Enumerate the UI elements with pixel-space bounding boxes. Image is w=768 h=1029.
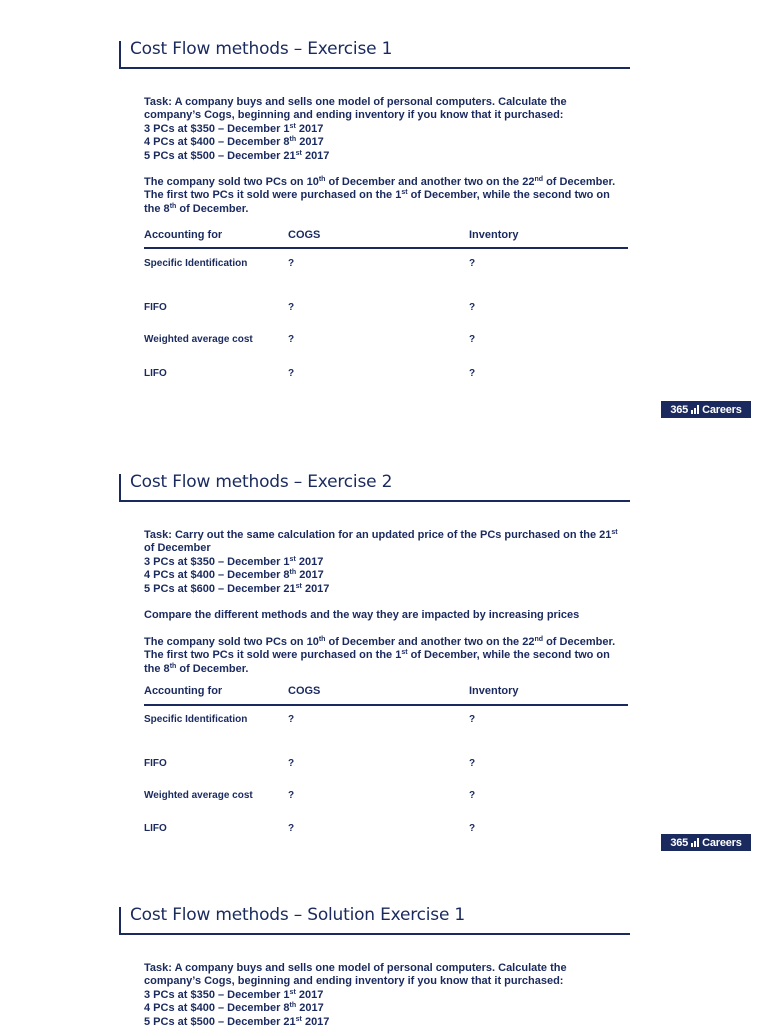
title-frame [119, 41, 630, 69]
text-line: The company sold two PCs on 10th of December and another two on the 22nd of December. [144, 636, 616, 648]
slide-title: Cost Flow methods – Solution Exercise 1 [130, 905, 466, 925]
row-label: Specific Identification [144, 714, 248, 725]
task-text [144, 96, 630, 163]
row-cogs: ? [288, 823, 295, 834]
row-inventory: ? [469, 368, 476, 379]
text-line: The company sold two PCs on 10th of December and another two on the 22nd of December. [144, 176, 616, 188]
text-line: Task: Carry out the same calculation for an updated price of the PCs purchased on the 21st [144, 529, 618, 541]
row-inventory: ? [469, 258, 476, 269]
text-line: 4 PCs at $400 – December 8th 2017 [144, 136, 324, 149]
brand-name: Careers [702, 403, 742, 416]
brand-number: 365 [670, 836, 689, 849]
row-cogs: ? [288, 790, 295, 801]
row-label: LIFO [144, 368, 167, 379]
row-inventory: ? [469, 790, 476, 801]
brand-badge [661, 401, 751, 418]
text-line: the 8th of December. [144, 662, 249, 675]
row-cogs: ? [288, 714, 295, 725]
row-cogs: ? [288, 334, 295, 345]
slide-title: Cost Flow methods – Exercise 1 [130, 39, 393, 59]
row-label: LIFO [144, 823, 167, 834]
text-line: The first two PCs it sold were purchased on the 1st of December, while the second two on [144, 189, 610, 202]
text-line: the 8th of December. [144, 202, 249, 215]
text-line: The first two PCs it sold were purchased on the 1st of December, while the second two on [144, 649, 610, 662]
sold-text [144, 176, 630, 216]
row-inventory: ? [469, 334, 476, 345]
compare-text [144, 609, 630, 622]
text-line: of December [144, 542, 211, 555]
row-cogs: ? [288, 758, 295, 769]
row-label: FIFO [144, 758, 167, 769]
bar-chart-icon [691, 405, 699, 414]
header-rule [144, 704, 628, 706]
text-line: company’s Cogs, beginning and ending inventory if you know that it purchased: [144, 975, 564, 988]
text-line: company’s Cogs, beginning and ending inventory if you know that it purchased: [144, 109, 564, 122]
brand-number: 365 [670, 403, 689, 416]
row-inventory: ? [469, 302, 476, 313]
text-line: 5 PCs at $600 – December 21st 2017 [144, 582, 330, 595]
row-cogs: ? [288, 368, 295, 379]
brand-badge [661, 834, 751, 851]
brand-name: Careers [702, 836, 742, 849]
header-accounting-for: Accounting for [144, 685, 223, 697]
slide-title: Cost Flow methods – Exercise 2 [130, 472, 393, 492]
text-line: 4 PCs at $400 – December 8th 2017 [144, 1002, 324, 1015]
row-label: Specific Identification [144, 258, 248, 269]
text-line: 5 PCs at $500 – December 21st 2017 [144, 1015, 330, 1028]
header-accounting-for: Accounting for [144, 229, 223, 241]
row-inventory: ? [469, 714, 476, 725]
text-line: 3 PCs at $350 – December 1st 2017 [144, 555, 324, 568]
title-frame [119, 907, 630, 935]
text-line: Compare the different methods and the way they are impacted by increasing prices [144, 609, 580, 621]
row-label: FIFO [144, 302, 167, 313]
bar-chart-icon [691, 838, 699, 847]
row-cogs: ? [288, 258, 295, 269]
task-text [144, 529, 630, 596]
title-frame [119, 474, 630, 502]
row-label: Weighted average cost [144, 334, 253, 345]
text-line: 3 PCs at $350 – December 1st 2017 [144, 988, 324, 1001]
row-cogs: ? [288, 302, 295, 313]
header-rule [144, 247, 628, 249]
row-inventory: ? [469, 758, 476, 769]
sold-text [144, 636, 630, 676]
text-line: 3 PCs at $350 – December 1st 2017 [144, 122, 324, 135]
header-inventory: Inventory [469, 229, 519, 241]
text-line: Task: A company buys and sells one model of personal computers. Calculate the [144, 96, 567, 108]
row-inventory: ? [469, 823, 476, 834]
row-label: Weighted average cost [144, 790, 253, 801]
header-inventory: Inventory [469, 685, 519, 697]
text-line: 5 PCs at $500 – December 21st 2017 [144, 149, 330, 162]
task-text [144, 962, 630, 1029]
text-line: Task: A company buys and sells one model of personal computers. Calculate the [144, 962, 567, 974]
header-cogs: COGS [288, 229, 321, 241]
text-line: 4 PCs at $400 – December 8th 2017 [144, 569, 324, 582]
header-cogs: COGS [288, 685, 321, 697]
